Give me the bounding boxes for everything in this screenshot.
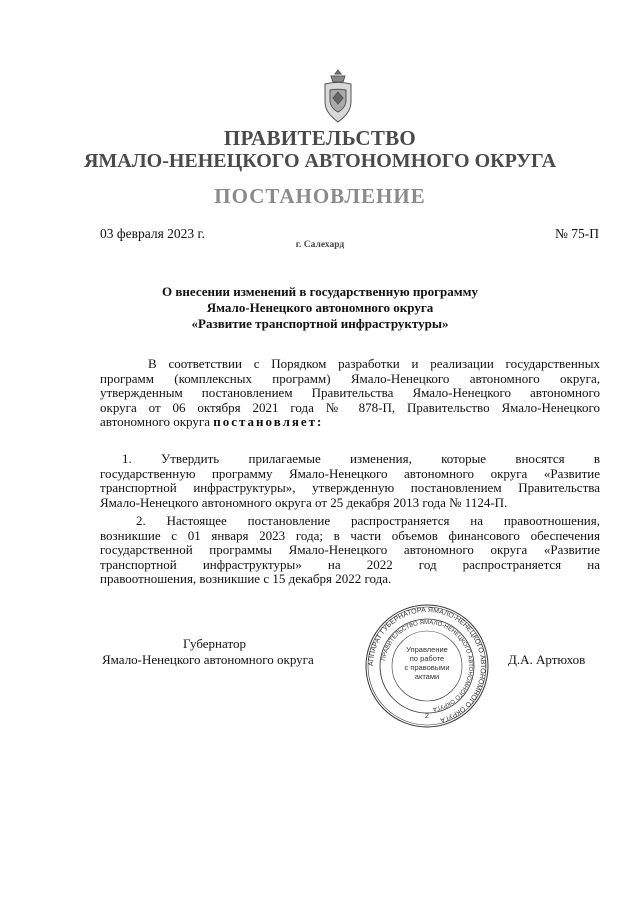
document-city: г. Салехард xyxy=(295,240,345,250)
text-line: возникшие с 01 января 2023 года; в части объемов финансового обеспечения xyxy=(100,527,600,543)
paragraph-item-2 xyxy=(100,514,600,587)
stamp-ring-text: АППАРАТ ГУБЕРНАТОРА ЯМАЛО-НЕНЕЦКОГО АВТОНОМНОГО ОКРУГА xyxy=(367,606,487,724)
subject-line: Ямало-Ненецкого автономного округа xyxy=(206,300,434,315)
paragraph-item-1 xyxy=(100,452,600,510)
stamp-line: Управление xyxy=(406,645,448,654)
text-line: утвержденным постановлением Правительства Ямало-Ненецкого автономного xyxy=(100,385,600,400)
text-line: программ (комплексных программ) Ямало-Ненецкого автономного округа, xyxy=(100,370,600,386)
text-line: правоотношения, возникшие с 15 декабря 2022 года. xyxy=(100,571,392,586)
document-date: 03 февраля 2023 г. xyxy=(100,226,205,241)
text-line: 2. Настоящее постановление распространяется на правоотношения, xyxy=(136,513,600,528)
stamp-inner-ring-text: ПРАВИТЕЛЬСТВО ЯМАЛО-НЕНЕЦКОГО АВТОНОМНОГО ОКРУГА xyxy=(381,619,474,712)
government-title-line2: ЯМАЛО-НЕНЕЦКОГО АВТОНОМНОГО ОКРУГА xyxy=(83,150,557,172)
text-line: транспортной инфраструктуры» на 2022 год распространяется на xyxy=(100,556,600,572)
document-type: ПОСТАНОВЛЕНИЕ xyxy=(214,184,426,208)
text-line: 1. Утвердить прилагаемые изменения, которые вносятся в xyxy=(122,451,600,466)
stamp-number: 2 xyxy=(425,713,429,720)
signatory-title-line2: Ямало-Ненецкого автономного округа xyxy=(102,652,314,667)
signatory-title-line1: Губернатор xyxy=(183,636,246,651)
stamp-line: актами xyxy=(414,672,440,681)
document-subject xyxy=(0,284,640,332)
text-line xyxy=(100,415,600,430)
stamp-line: по работе xyxy=(409,654,445,663)
text-line: государственную программу Ямало-Ненецкого автономного округа «Развитие xyxy=(100,465,600,481)
government-title-line1: ПРАВИТЕЛЬСТВО xyxy=(223,126,417,150)
text-line: Ямало-Ненецкого автономного округа от 25 декабря 2013 года № 1124-П. xyxy=(100,494,508,510)
text-line: В соответствии с Порядком разработки и реализации государственных xyxy=(148,356,600,371)
coat-of-arms-icon xyxy=(321,68,355,128)
document-number: № 75-П xyxy=(554,226,599,241)
text-fragment: автономного округа xyxy=(100,414,210,429)
stamp-line: с правовыми xyxy=(404,663,450,672)
text-line: транспортной инфраструктуры», утвержденную постановлением Правительства xyxy=(100,480,600,495)
text-line: государственной программы Ямало-Ненецкого автономного округа «Развитие xyxy=(100,542,600,557)
subject-line: О внесении изменений в государственную программу xyxy=(162,284,478,299)
text-line: округа от 06 октября 2021 года № 878-П, Правительство Ямало-Ненецкого xyxy=(100,399,600,415)
paragraph-preamble xyxy=(100,357,600,430)
subject-line: «Развитие транспортной инфраструктуры» xyxy=(191,316,449,331)
signatory-name: Д.А. Артюхов xyxy=(508,652,586,667)
resolution-keyword: постановляет: xyxy=(213,414,324,429)
stamp-center-text xyxy=(364,645,490,681)
